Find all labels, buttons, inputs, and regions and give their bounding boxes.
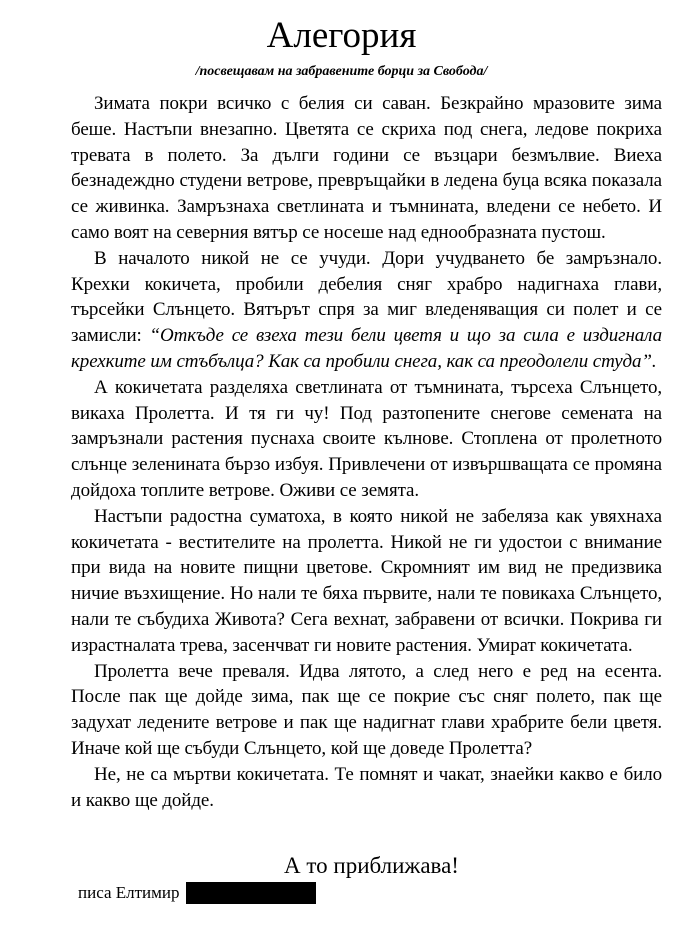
document-body bbox=[71, 91, 662, 813]
wind-quote: “Откъде се взеха тези бели цветя и що за сила е издигнала крехките им стъбълца? Как са пробили снега, как са преодолели студа”. bbox=[71, 325, 663, 372]
dedication-line: /посвещавам на забравените борци за Свобода/ bbox=[195, 64, 488, 79]
signature-line bbox=[78, 881, 316, 905]
signature-text: писа Елтимир bbox=[78, 883, 180, 902]
paragraph: Не, не са мъртви кокичетата. Те помнят и чакат, знаейки какво е било и какво ще дойде. bbox=[71, 763, 662, 811]
redaction-bar bbox=[186, 882, 316, 904]
paragraph: Пролетта вече преваля. Идва лятото, а след него е ред на есента. После пак ще дойде зима, пак ще се покрие със сняг полето, пак ще задухат ледените ветрове и пак ще надигнат глави храбрите бели цветя. Иначе кой ще събуди Слънцето, кой ще доведе Пролетта? bbox=[71, 660, 662, 759]
page-title: Алегория bbox=[266, 15, 417, 56]
closing-line: А то приближава! bbox=[284, 853, 459, 878]
paragraph: В началото никой не се учуди. Дори учудването бе замръзнало. Крехки кокичета, пробили дебелия сняг храбро надигнаха глави, търсейки Слънцето. Вятърът спря за миг вледеняващия си полет и се замисли: “Откъде се взеха тези бели цветя и що за сила е издигнала крехките им стъбълца? Как са пробили снега, как са преодолели студа”. bbox=[71, 247, 663, 372]
paragraph: Настъпи радостна суматоха, в която никой не забеляза как увяхнаха кокичетата - вестителите на пролетта. Никой не ги удостои с внимание при вида на новите пищни цветове. Скромният им вид не предизвика ничие възхищение. Но нали те бяха първите, нали те повикаха Слънцето, нали те събудиха Живота? Сега вехнат, забравени от всички. Покрива ги израстналата трева, засенчват ги новите растения. Умират кокичетата. bbox=[71, 505, 662, 656]
paragraph: Зимата покри всичко с белия си саван. Безкрайно мразовите зима беше. Настъпи внезапно. Цветята се скриха под снега, ледове покриха тревата в полето. За дълги години се възцари безмълвие. Виеха безнадеждно студени ветрове, превръщайки в ледена буца всяка показала се живинка. Замръзнаха светлината и тъмнината, вледени се небето. И само воят на северния вятър се носеше над еднообразната пустош. bbox=[71, 93, 662, 243]
paragraph: А кокичетата разделяха светлината от тъмнината, търсеха Слънцето, викаха Пролетта. И тя ги чу! Под разтопените снегове семената на замръзнали растения пуснаха своите кълнове. Стоплена от пролетното слънце зеленината бързо избуя. Привлечени от извършващата се промяна дойдоха топлите ветрове. Оживи се земята. bbox=[71, 376, 662, 501]
